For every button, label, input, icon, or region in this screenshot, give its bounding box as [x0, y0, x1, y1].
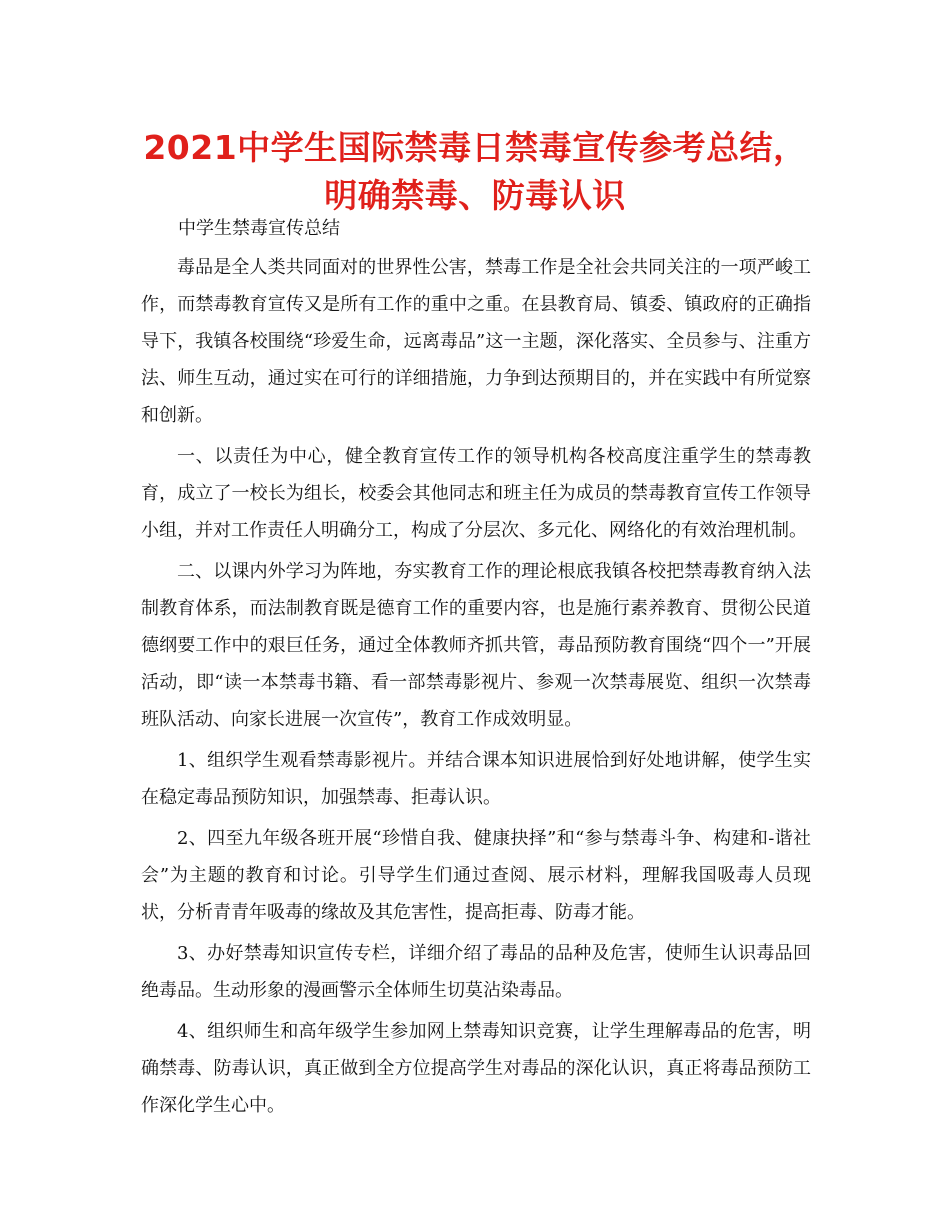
body-paragraph: 二、以课内外学习为阵地，夯实教育工作的理论根底我镇各校把禁毒教育纳入法制教育体系，而法制教育既是德育工作的重要内容，也是施行素养教育、贯彻公民道德纲要工作中的艰巨任务，通过全体教师齐抓共管，毒品预防教育围绕“四个一”开展活动，即“读一本禁毒书籍、看一部禁毒影视片、参观一次禁毒展览、组织一次禁毒班队活动、向家长进展一次宣传”，教育工作成效明显。: [141, 561, 811, 730]
body-paragraph: 2、四至九年级各班开展“珍惜自我、健康抉择”和“参与禁毒斗争、构建和-谐社会”为主题的教育和讨论。引导学生们通过查阅、展示材料，理解我国吸毒人员现状，分析青青年吸毒的缘故及其危害性，提高拒毒、防毒才能。: [141, 828, 811, 923]
body-paragraph: 1、组织学生观看禁毒影视片。并结合课本知识进展恰到好处地讲解，使学生实在稳定毒品预防知识，加强禁毒、拒毒认识。: [141, 750, 811, 808]
body-paragraph: 一、以责任为中心，健全教育宣传工作的领导机构各校高度注重学生的禁毒教育，成立了一校长为组长，校委会其他同志和班主任为成员的禁毒教育宣传工作领导小组，并对工作责任人明确分工，构成了分层次、多元化、网络化的有效治理机制。: [141, 446, 811, 541]
document-subheading: 中学生禁毒宣传总结: [178, 218, 340, 239]
document-title: 2021中学生国际禁毒日禁毒宣传参考总结，明确禁毒、防毒认识: [143, 128, 807, 215]
document-body: [141, 249, 811, 1128]
body-paragraph: 4、组织师生和高年级学生参加网上禁毒知识竞赛，让学生理解毒品的危害，明确禁毒、防毒认识，真正做到全方位提高学生对毒品的深化认识，真正将毒品预防工作深化学生心中。: [141, 1021, 811, 1116]
body-paragraph: 毒品是全人类共同面对的世界性公害，禁毒工作是全社会共同关注的一项严峻工作，而禁毒教育宣传又是所有工作的重中之重。在县教育局、镇委、镇政府的正确指导下，我镇各校围绕“珍爱生命，远离毒品”这一主题，深化落实、全员参与、注重方法、师生互动，通过实在可行的详细措施，力争到达预期目的，并在实践中有所觉察和创新。: [141, 257, 811, 426]
body-paragraph: 3、办好禁毒知识宣传专栏，详细介绍了毒品的品种及危害，使师生认识毒品回绝毒品。生动形象的漫画警示全体师生切莫沾染毒品。: [141, 943, 811, 1001]
